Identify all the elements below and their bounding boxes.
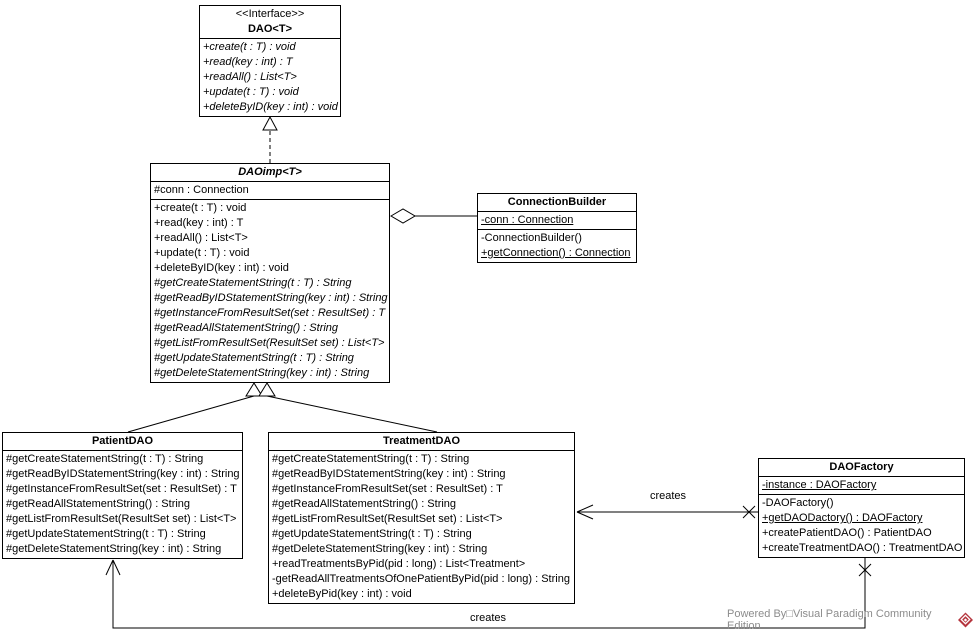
member-row: #getReadAllStatementString() : String bbox=[154, 322, 339, 334]
aggregation-daoimp-connectionbuilder bbox=[391, 209, 477, 223]
operations-compartment bbox=[3, 451, 242, 558]
operations-compartment bbox=[200, 39, 340, 116]
class-header bbox=[478, 194, 636, 212]
class-name: DAO<T> bbox=[247, 23, 292, 35]
member-row: #getReadByIDStatementString(key : int) : String bbox=[6, 468, 240, 480]
member-row: #getDeleteStatementString(key : int) : String bbox=[272, 543, 488, 555]
generalization-patientdao-to-daoimp bbox=[128, 383, 262, 432]
attributes-compartment bbox=[151, 182, 389, 200]
association-daofactory-creates-treatmentdao bbox=[577, 505, 758, 519]
member-row: +deleteByPid(key : int) : void bbox=[272, 588, 412, 600]
member-row: #getUpdateStatementString(t : T) : String bbox=[272, 528, 472, 540]
member-row: #getReadByIDStatementString(key : int) : String bbox=[272, 468, 506, 480]
operations-compartment bbox=[478, 230, 636, 262]
member-row: +getDAODactory() : DAOFactory bbox=[762, 512, 923, 524]
member-row: #getInstanceFromResultSet(set : ResultSet) : T bbox=[272, 483, 503, 495]
member-row: -ConnectionBuilder() bbox=[481, 232, 582, 244]
member-row: -getReadAllTreatmentsOfOnePatientByPid(pid : long) : String bbox=[272, 573, 570, 585]
member-row: +readAll() : List<T> bbox=[203, 71, 297, 83]
class-patientdao bbox=[2, 432, 243, 559]
member-row: -DAOFactory() bbox=[762, 497, 834, 509]
member-row: +update(t : T) : void bbox=[203, 86, 299, 98]
member-row: +read(key : int) : T bbox=[154, 217, 244, 229]
member-row: #getCreateStatementString(t : T) : String bbox=[154, 277, 352, 289]
class-stereotype: <<Interface>> bbox=[235, 8, 305, 20]
attributes-compartment bbox=[759, 477, 964, 495]
class-name: TreatmentDAO bbox=[382, 435, 461, 447]
member-row: +deleteByID(key : int) : void bbox=[154, 262, 289, 274]
powered-by-footer bbox=[727, 608, 973, 632]
member-row: +getConnection() : Connection bbox=[481, 247, 631, 259]
member-row: +readAll() : List<T> bbox=[154, 232, 248, 244]
member-row: #getInstanceFromResultSet(set : ResultSet) : T bbox=[6, 483, 237, 495]
member-row: #getListFromResultSet(ResultSet set) : List<T> bbox=[154, 337, 385, 349]
member-row: +update(t : T) : void bbox=[154, 247, 250, 259]
member-row: #conn : Connection bbox=[154, 184, 249, 196]
member-row: +create(t : T) : void bbox=[203, 41, 296, 53]
member-row: #getInstanceFromResultSet(set : ResultSet) : T bbox=[154, 307, 386, 319]
class-header bbox=[151, 164, 389, 182]
class-treatmentdao bbox=[268, 432, 575, 604]
member-row: -instance : DAOFactory bbox=[762, 479, 877, 491]
operations-compartment bbox=[151, 200, 389, 382]
member-row: #getListFromResultSet(ResultSet set) : List<T> bbox=[6, 513, 237, 525]
class-name: DAOimp<T> bbox=[238, 166, 302, 178]
member-row: +deleteByID(key : int) : void bbox=[203, 101, 338, 113]
member-row: +createPatientDAO() : PatientDAO bbox=[762, 527, 932, 539]
member-row: #getDeleteStatementString(key : int) : String bbox=[154, 367, 370, 379]
generalization-treatmentdao-to-daoimp bbox=[259, 383, 437, 432]
member-row: -conn : Connection bbox=[481, 214, 574, 226]
class-name: PatientDAO bbox=[91, 435, 154, 447]
operations-compartment bbox=[269, 451, 574, 603]
class-dao-interface bbox=[199, 5, 341, 117]
class-name: ConnectionBuilder bbox=[507, 196, 607, 208]
class-header bbox=[200, 6, 340, 39]
edge-label-creates-treatmentdao: creates bbox=[649, 490, 687, 502]
member-row: #getUpdateStatementString(t : T) : String bbox=[6, 528, 206, 540]
attributes-compartment bbox=[478, 212, 636, 230]
class-header bbox=[759, 459, 964, 477]
class-header bbox=[269, 433, 574, 451]
member-row: #getUpdateStatementString(t : T) : String bbox=[154, 352, 354, 364]
member-row: +create(t : T) : void bbox=[154, 202, 247, 214]
visual-paradigm-logo-icon bbox=[958, 612, 973, 628]
member-row: #getDeleteStatementString(key : int) : String bbox=[6, 543, 222, 555]
member-row: #getReadByIDStatementString(key : int) : String bbox=[154, 292, 388, 304]
edge-label-creates-patientdao: creates bbox=[469, 612, 507, 624]
class-daofactory bbox=[758, 458, 965, 558]
powered-by-text: Powered By□Visual Paradigm Community Edition bbox=[727, 608, 932, 632]
class-name: DAOFactory bbox=[829, 461, 894, 473]
member-row: #getCreateStatementString(t : T) : String bbox=[272, 453, 470, 465]
member-row: +createTreatmentDAO() : TreatmentDAO bbox=[762, 542, 963, 554]
operations-compartment bbox=[759, 495, 964, 557]
member-row: +readTreatmentsByPid(pid : long) : List<Treatment> bbox=[272, 558, 526, 570]
class-header bbox=[3, 433, 242, 451]
member-row: +read(key : int) : T bbox=[203, 56, 293, 68]
member-row: #getCreateStatementString(t : T) : String bbox=[6, 453, 204, 465]
member-row: #getReadAllStatementString() : String bbox=[6, 498, 191, 510]
member-row: #getListFromResultSet(ResultSet set) : List<T> bbox=[272, 513, 503, 525]
class-daoimp bbox=[150, 163, 390, 383]
member-row: #getReadAllStatementString() : String bbox=[272, 498, 457, 510]
realization-daoimp-to-dao bbox=[263, 117, 277, 164]
class-connectionbuilder bbox=[477, 193, 637, 263]
